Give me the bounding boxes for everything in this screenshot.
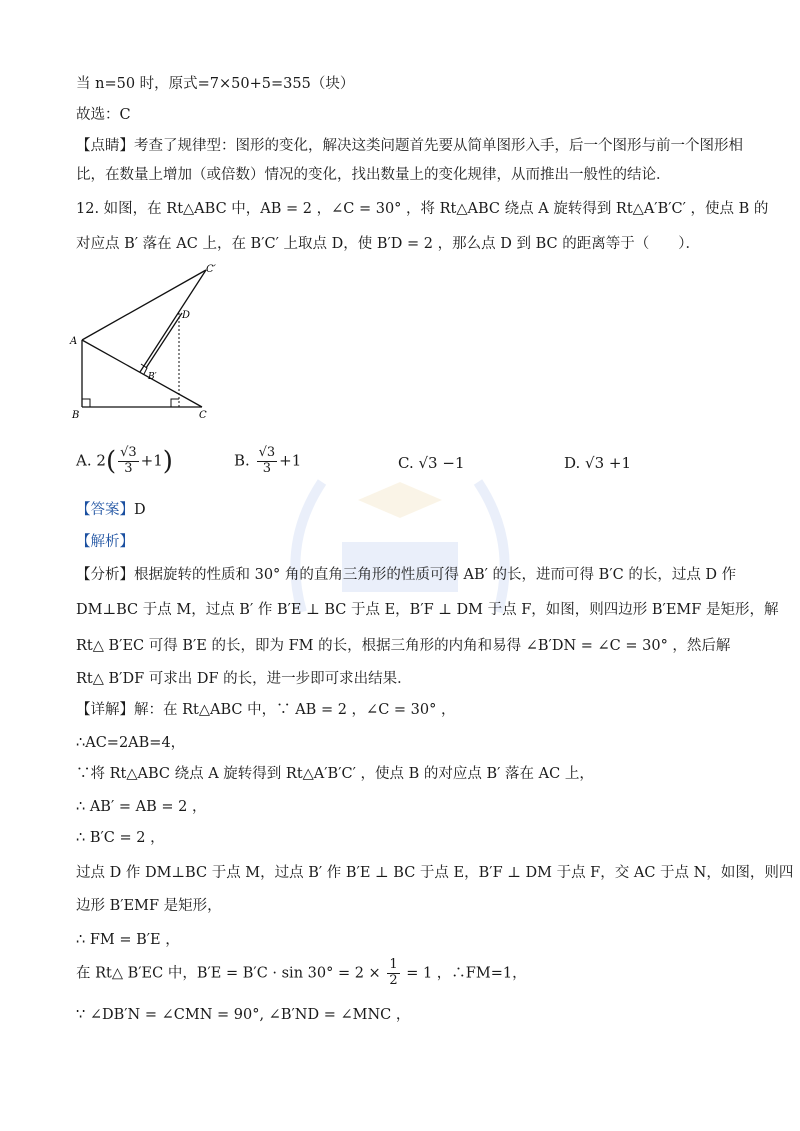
detail-fraction xyxy=(387,958,399,989)
detail-text: = 1 ，∴FM=1， xyxy=(406,965,527,982)
detail-line: ∴ FM = B′E ， xyxy=(76,932,180,948)
detail-tag: 【详解】 xyxy=(76,702,134,718)
fenxi-text: 根据旋转的性质和 30° 角的直角三角形的性质可得 AB′ 的长，进而可得 B′C 的长，过点 D 作 xyxy=(134,567,737,583)
fraction-numerator: √3 xyxy=(120,445,137,460)
question-line: 12. 如图，在 Rt△ABC 中，AB = 2 ，∠C = 30° ，将 Rt△ABC 绕点 A 旋转得到 Rt△A′B′C′ ，使点 B 的 xyxy=(76,201,769,217)
text-line: 当 n=50 时，原式=7×50+5=355（块） xyxy=(76,76,355,92)
text-line xyxy=(76,134,743,155)
detail-line: ∵将 Rt△ABC 绕点 A 旋转得到 Rt△A′B′C′ ，使点 B 的对应点 B′ 落在 AC 上， xyxy=(76,766,594,782)
label-B-prime: B′ xyxy=(148,372,157,382)
detail-line: 过点 D 作 DM⊥BC 于点 M，过点 B′ 作 B′E ⊥ BC 于点 E，B′F ⊥ DM 于点 F，交 AC 于点 N，如图，则四 xyxy=(76,865,794,881)
watermark-logo-icon xyxy=(282,462,518,662)
option-letter: D. xyxy=(564,454,581,472)
label-B: B xyxy=(72,410,80,421)
detail-line: ∴AC=2AB=4， xyxy=(76,735,186,751)
analysis-line: DM⊥BC 于点 M，过点 B′ 作 B′E ⊥ BC 于点 E，B′F ⊥ DM 于点 F，如图，则四边形 B′EMF 是矩形，解 xyxy=(76,602,779,618)
fenxi-tag: 【分析】 xyxy=(76,567,134,583)
detail-line xyxy=(76,698,455,719)
detail-text: 在 Rt△ B′EC 中，B′E = B′C · sin 30° = 2 × xyxy=(76,965,381,982)
answer-value: D xyxy=(134,502,146,518)
tip-text: 考查了规律型：图形的变化，解决这类问题首先要从简单图形入手，后一个图形与前一个图形相 xyxy=(134,138,743,154)
option-letter: A. xyxy=(76,451,92,470)
option-b-fraction xyxy=(257,446,278,477)
detail-line: ∴ B′C = 2 ， xyxy=(76,830,165,846)
label-A: A xyxy=(70,336,78,347)
option-letter: C. xyxy=(398,454,414,472)
option-c-text: √3 −1 xyxy=(418,454,465,472)
geometry-figure xyxy=(66,262,226,432)
option-a-fraction xyxy=(118,446,139,477)
fraction-denominator: 3 xyxy=(262,460,271,476)
question-line: 对应点 B′ 落在 AC 上，在 B′C′ 上取点 D，使 B′D = 2 ，那么点 D 到 BC 的距离等于（ ）． xyxy=(76,236,700,252)
detail-line xyxy=(76,958,527,989)
option-a[interactable]: A. 2( $\frac{√3}{3}$ +1) xyxy=(76,445,173,477)
fraction-numerator: 1 xyxy=(389,957,398,972)
label-C: C xyxy=(199,410,207,421)
text-line: 故选：C xyxy=(76,107,131,123)
label-C-prime: C′ xyxy=(206,264,216,275)
option-b-tail: +1 xyxy=(279,451,302,470)
option-c[interactable] xyxy=(398,454,464,472)
detail-line: ∵ ∠DB′N = ∠CMN = 90°, ∠B′ND = ∠MNC ， xyxy=(76,1007,411,1023)
analysis-line xyxy=(76,563,736,584)
option-d-text: √3 +1 xyxy=(585,454,632,472)
option-a-coef: 2 xyxy=(96,451,106,470)
detail-line: 边形 B′EMF 是矩形， xyxy=(76,898,222,914)
option-letter: B. xyxy=(234,451,250,470)
fraction-denominator: 3 xyxy=(124,460,133,476)
fraction-denominator: 2 xyxy=(389,972,398,988)
answer-tag: 【答案】 xyxy=(76,502,134,518)
analysis-line: Rt△ B′EC 可得 B′E 的长，即为 FM 的长，根据三角形的内角和易得 ∠B′DN = ∠C = 30° ，然后解 xyxy=(76,638,731,654)
answer-line xyxy=(76,498,146,519)
analysis-line: Rt△ B′DF 可求出 DF 的长，进一步即可求出结果． xyxy=(76,671,412,687)
detail-text: 解：在 Rt△ABC 中，∵ AB = 2 ，∠C = 30° ， xyxy=(134,702,456,718)
text-line: 比，在数量上增加（或倍数）情况的变化，找出数量上的变化规律，从而推出一般性的结论． xyxy=(76,167,671,183)
option-d[interactable] xyxy=(564,454,631,472)
option-b[interactable] xyxy=(234,446,301,477)
label-D: D xyxy=(182,310,191,321)
tip-tag: 【点睛】 xyxy=(76,138,134,154)
option-a-tail: +1 xyxy=(140,451,163,470)
detail-line: ∴ AB′ = AB = 2 ， xyxy=(76,799,207,815)
analysis-tag: 【解析】 xyxy=(76,534,134,550)
fraction-numerator: √3 xyxy=(258,445,276,460)
